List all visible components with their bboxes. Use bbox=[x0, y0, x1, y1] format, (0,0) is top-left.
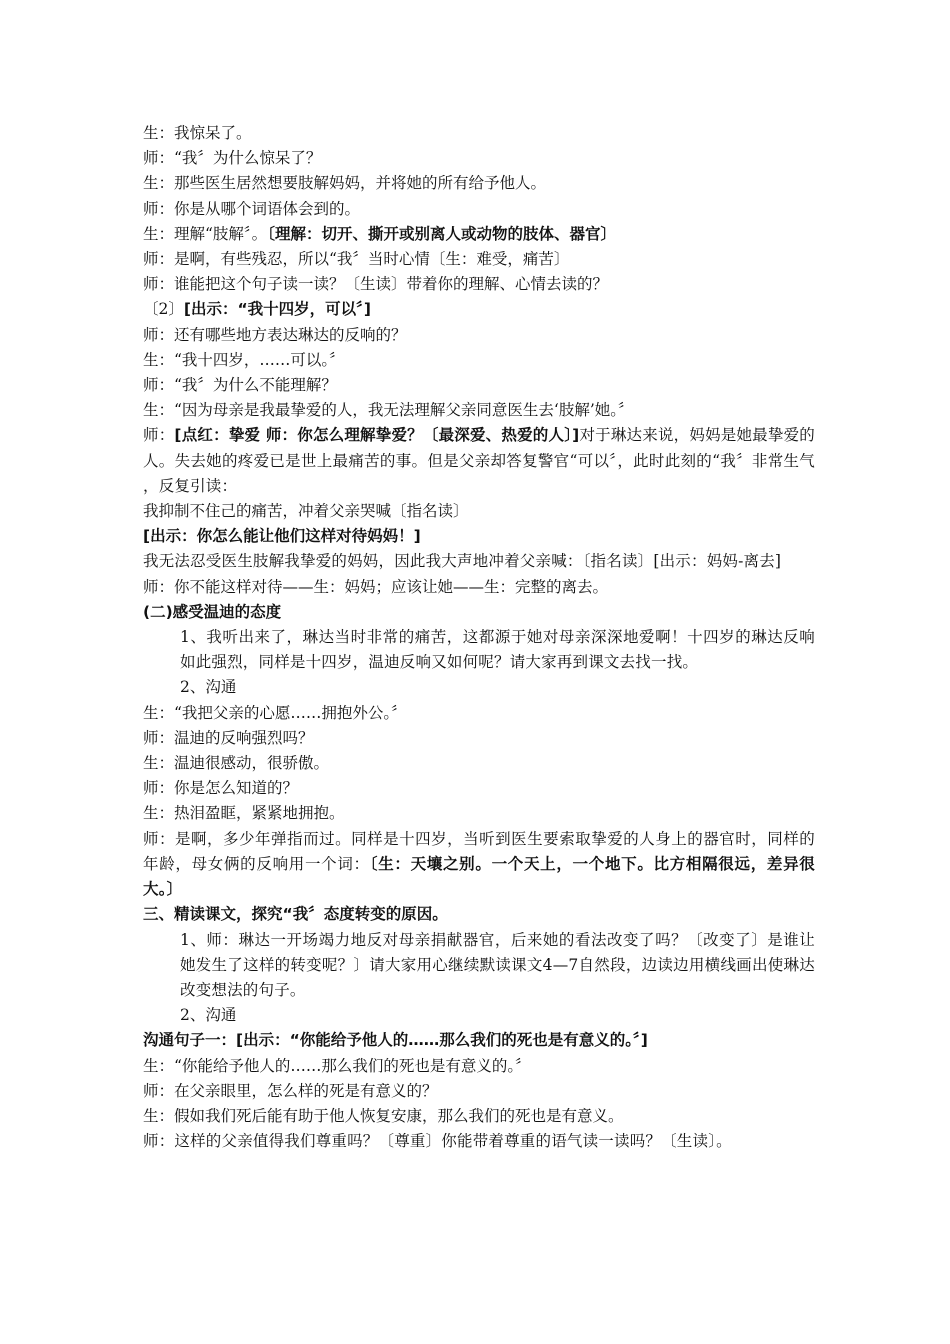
text-line: 生：我惊呆了。 bbox=[143, 124, 252, 142]
line-part: 对于琳达来说，妈妈是她最挚爱的人。失去她的疼爱已是世上最痛苦的事。但是父亲却答复警官“可以〞，此时此刻的“我〞非常生气 ，反复引读： bbox=[143, 426, 815, 495]
text-line: 我抑制不住己的痛苦，冲着父亲哭喊〔指名读〕 bbox=[143, 502, 469, 521]
text-line: 师：还有哪些地方表达琳达的反响的？ bbox=[143, 325, 407, 344]
text-line: 师：谁能把这个句子读一读？〔生读〕带着你的理解、心情去读的？ bbox=[143, 275, 609, 294]
section-heading: 三、精读课文，探究“我〞态度转变的原因。 bbox=[143, 905, 448, 924]
text-paragraph bbox=[143, 423, 815, 499]
text-paragraph: 我无法忍受医生肢解我挚爱的妈妈，因此我大声地冲着父亲喊：〔指名读〕[出示：妈妈-离去] bbox=[143, 552, 782, 571]
text-line: 2、沟通 bbox=[180, 678, 237, 697]
text-line: 师：“我〞为什么惊呆了？ bbox=[143, 149, 322, 168]
bold-annotation: 〔理解：切开、撕开或别离人或动物的肢体、器官〕 bbox=[267, 224, 616, 243]
section-heading: (二)感受温迪的态度 bbox=[143, 602, 282, 621]
bold-annotation: [出示：“我十四岁，可以〞] bbox=[183, 300, 371, 319]
line-part: 师： bbox=[143, 426, 175, 445]
line-part: 〔2〕 bbox=[143, 300, 184, 319]
bold-annotation: [点红：挚爱 师：你怎么理解挚爱？〔最深爱、热爱的人〕] bbox=[174, 426, 580, 445]
text-line: 师：“我〞为什么不能理解？ bbox=[143, 376, 337, 395]
text-paragraph: 1、师：琳达一开场竭力地反对母亲捐献器官，后来她的看法改变了吗？〔改变了〕是谁让她发生了这样的转变呢？〕请大家用心继续默读课文4—7自然段，边读边用横线画出使琳达改变想法的句子。 bbox=[180, 930, 815, 999]
text-line bbox=[143, 297, 815, 322]
text-line bbox=[143, 222, 815, 247]
bold-annotation: 〔生：天壤之别。一个天上，一个地下。比方相隔很远，差异很大。〕 bbox=[143, 854, 815, 899]
text-line: 2、沟通 bbox=[180, 1006, 237, 1025]
text-paragraph: 1、我听出来了，琳达当时非常的痛苦，这都源于她对母亲深深地爱啊！十四岁的琳达反响如此强烈，同样是十四岁，温迪反响又如何呢？请大家再到课文去找一找。 bbox=[180, 628, 815, 672]
text-line: 师：你是怎么知道的？ bbox=[143, 779, 299, 798]
document-page bbox=[143, 121, 815, 1154]
text-line: 师：你不能这样对待——生：妈妈；应该让她——生：完整的离去。 bbox=[143, 577, 609, 596]
text-line: 师：你是从哪个词语体会到的。 bbox=[143, 199, 361, 218]
text-line: 生：“因为母亲是我最挚爱的人，我无法理解父亲同意医生去‘肢解’她。〞 bbox=[143, 401, 634, 420]
text-line: 生：假如我们死后能有助于他人恢复安康，那么我们的死也是有意义。 bbox=[143, 1106, 624, 1125]
line-part: 师：是啊，多少年弹指而过。同样是十四岁，当听到医生要索取挚爱的人身上的器官时，同样的年龄，母女俩的反响用一个词： bbox=[143, 829, 815, 873]
text-paragraph bbox=[143, 827, 815, 903]
bold-line: 沟通句子一：[出示：“你能给予他人的……那么我们的死也是有意义的。〞] bbox=[143, 1031, 648, 1050]
text-line: 生：“你能给予他人的……那么我们的死也是有意义的。〞 bbox=[143, 1056, 531, 1075]
text-line: 师：是啊，有些残忍，所以“我〞当时心情〔生：难受，痛苦〕 bbox=[143, 250, 570, 269]
line-part: 生：理解“肢解〞。 bbox=[143, 224, 268, 243]
text-line: 生：热泪盈眶，紧紧地拥抱。 bbox=[143, 804, 345, 823]
text-line: 生：“我把父亲的心愿……拥抱外公。〞 bbox=[143, 703, 407, 722]
text-line: 师：在父亲眼里，怎么样的死是有意义的？ bbox=[143, 1081, 438, 1100]
bold-line: [出示：你怎么能让他们这样对待妈妈！] bbox=[143, 527, 421, 546]
text-line: 生：“我十四岁，……可以。〞 bbox=[143, 350, 345, 369]
text-line: 生：那些医生居然想要肢解妈妈，并将她的所有给予他人。 bbox=[143, 174, 547, 193]
text-line: 师：温迪的反响强烈吗？ bbox=[143, 728, 314, 747]
text-line: 生：温迪很感动，很骄傲。 bbox=[143, 754, 330, 773]
text-paragraph: 师：这样的父亲值得我们尊重吗？〔尊重〕你能带着尊重的语气读一读吗？〔生读〕。 bbox=[143, 1132, 732, 1151]
